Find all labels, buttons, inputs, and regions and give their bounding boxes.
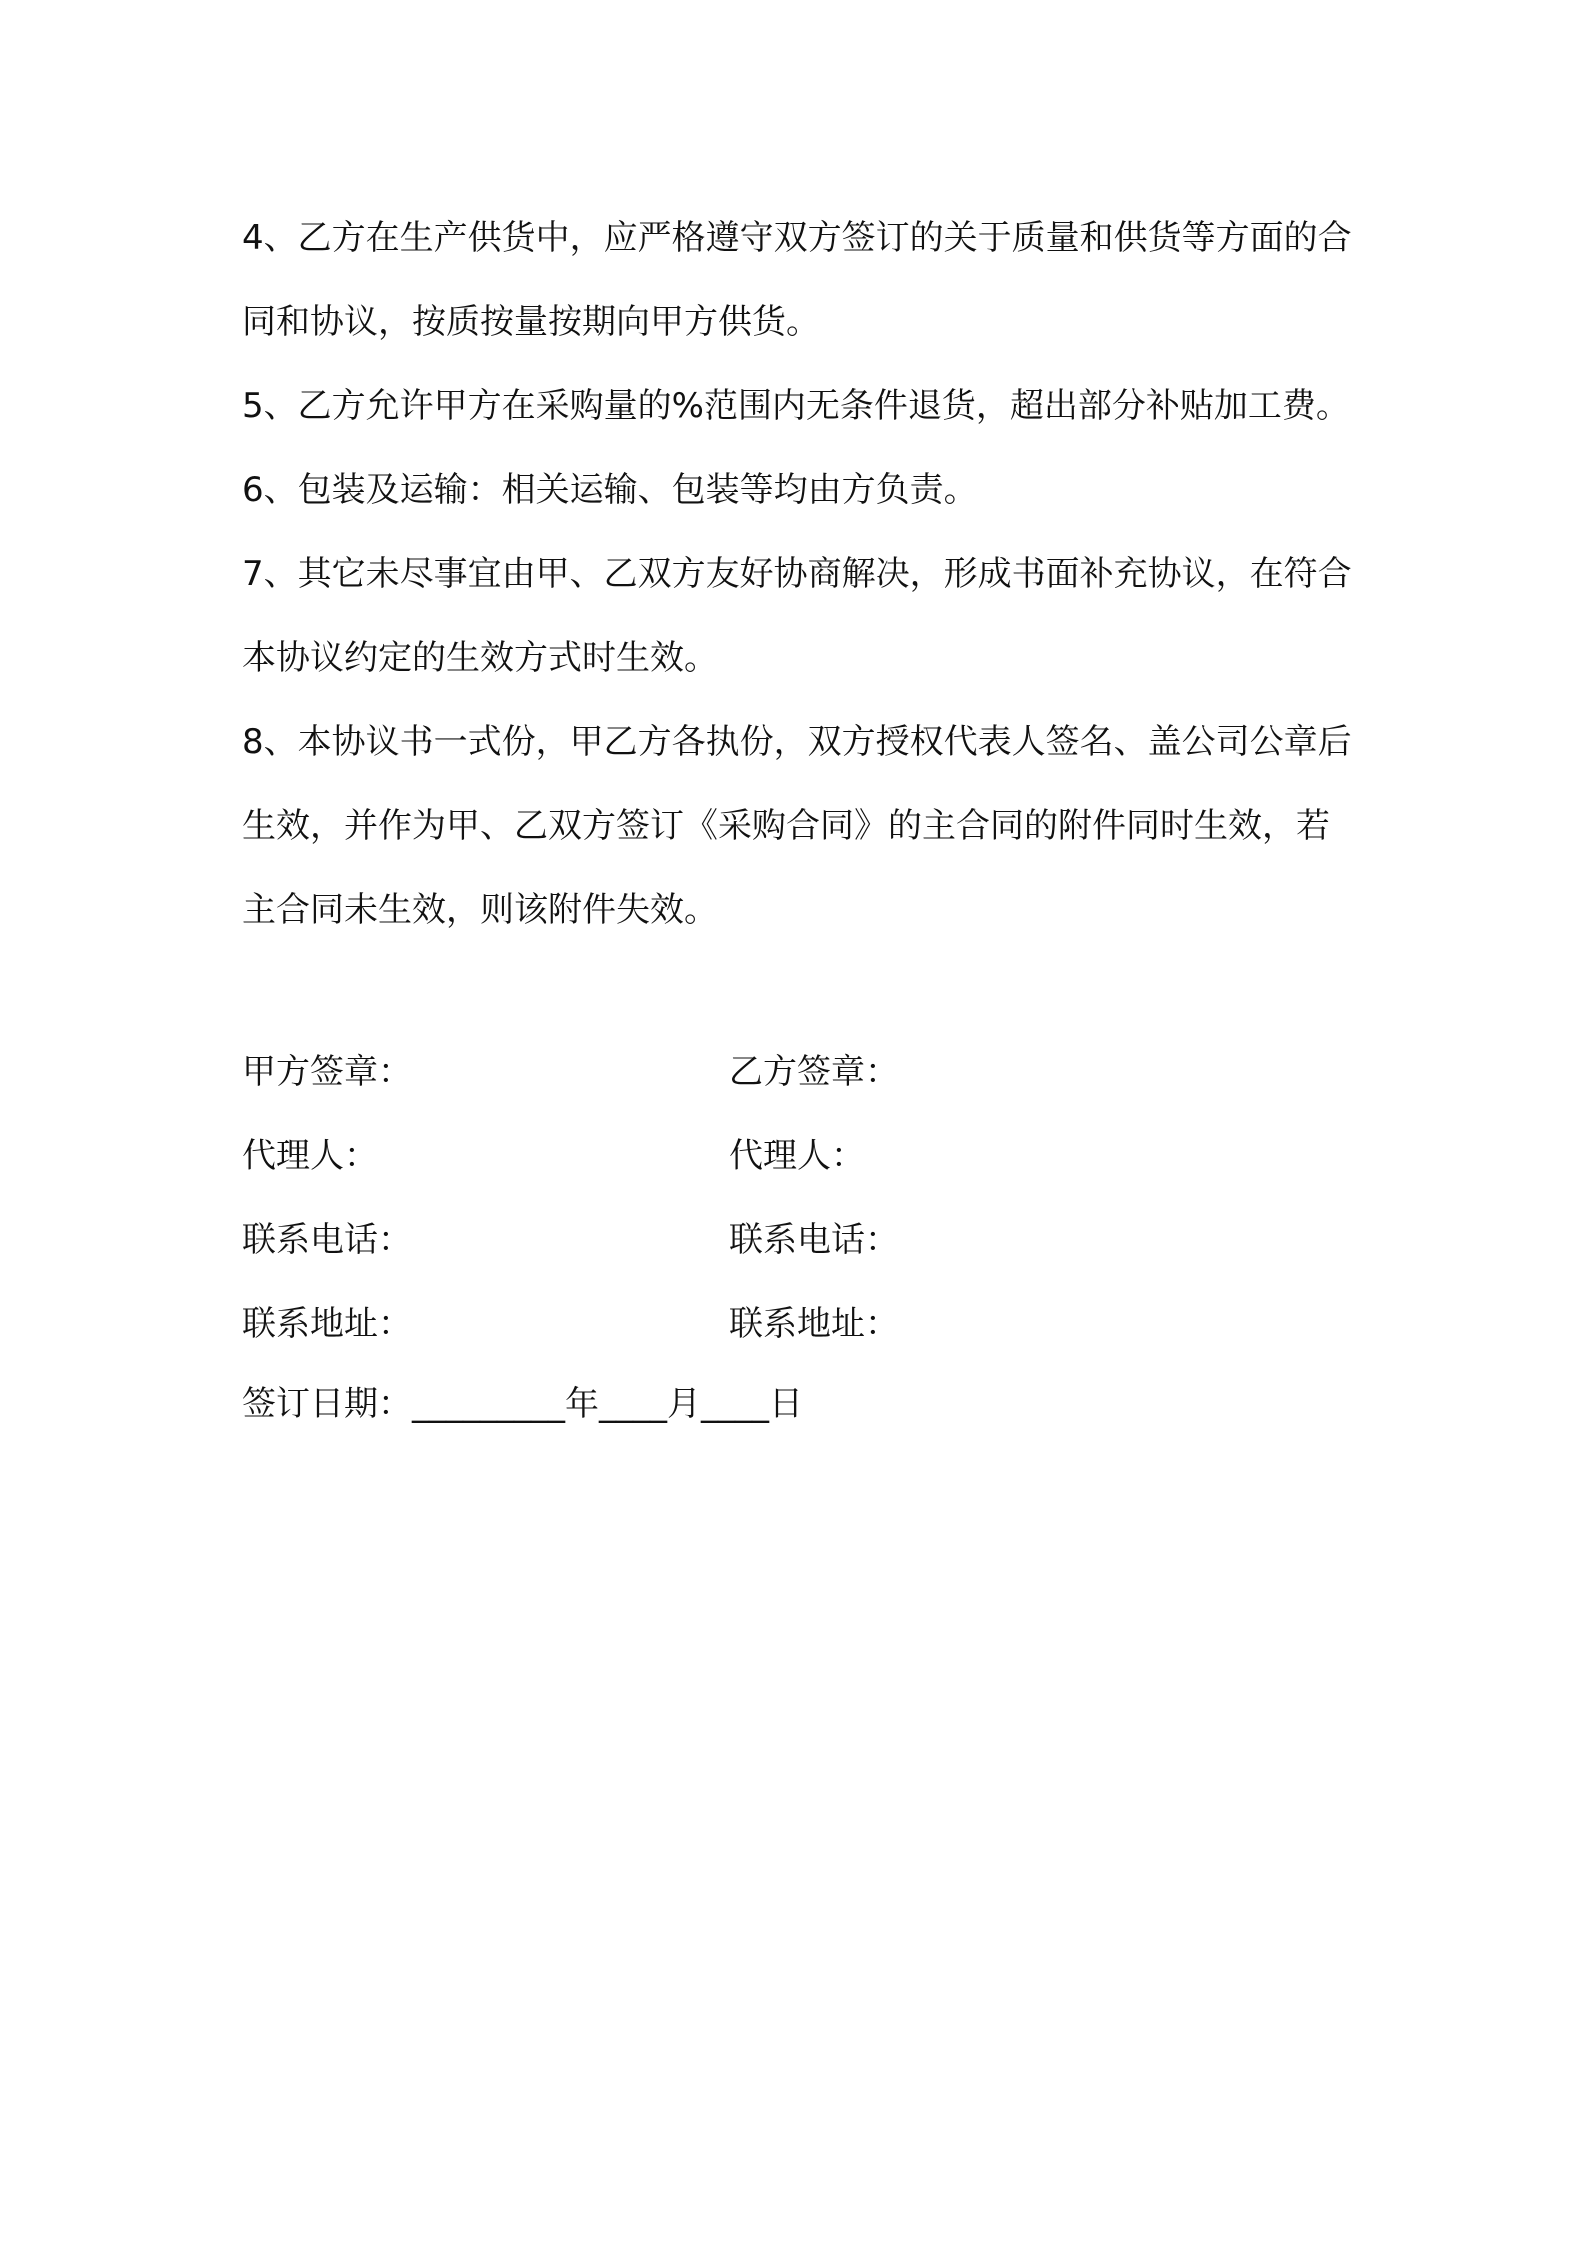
clause-8: 8、本协议书一式份，甲乙方各执份，双方授权代表人签名、盖公司公章后生效，并作为甲、乙双方签订《采购合同》的主合同的附件同时生效，若主合同未生效，则该附件失效。 <box>242 722 1352 930</box>
address-row <box>242 1278 1362 1362</box>
party-a-address-label: 联系地址： <box>242 1303 412 1344</box>
clause-6: 6、包装及运输：相关运输、包装等均由方负责。 <box>242 470 978 510</box>
party-b-phone-label: 联系电话： <box>729 1219 899 1260</box>
clause-list <box>242 196 1362 952</box>
signature-block <box>242 1026 1362 1362</box>
clause-5: 5、乙方允许甲方在采购量的%范围内无条件退货，超出部分补贴加工费。 <box>242 386 1350 426</box>
party-b-agent-label: 代理人： <box>729 1135 865 1176</box>
signing-date-line: 签订日期：_________年____月____日 <box>242 1384 803 1424</box>
party-a-seal-label: 甲方签章： <box>242 1051 412 1092</box>
party-a-agent-label: 代理人： <box>242 1135 378 1176</box>
clause-7: 7、其它未尽事宜由甲、乙双方友好协商解决，形成书面补充协议，在符合本协议约定的生效方式时生效。 <box>242 554 1352 678</box>
clause-4: 4、乙方在生产供货中，应严格遵守双方签订的关于质量和供货等方面的合同和协议，按质按量按期向甲方供货。 <box>242 218 1352 342</box>
phone-row <box>242 1194 1362 1278</box>
seal-row <box>242 1026 1362 1110</box>
party-b-seal-label: 乙方签章： <box>729 1051 899 1092</box>
party-a-phone-label: 联系电话： <box>242 1219 412 1260</box>
party-b-address-label: 联系地址： <box>729 1303 899 1344</box>
agent-row <box>242 1110 1362 1194</box>
